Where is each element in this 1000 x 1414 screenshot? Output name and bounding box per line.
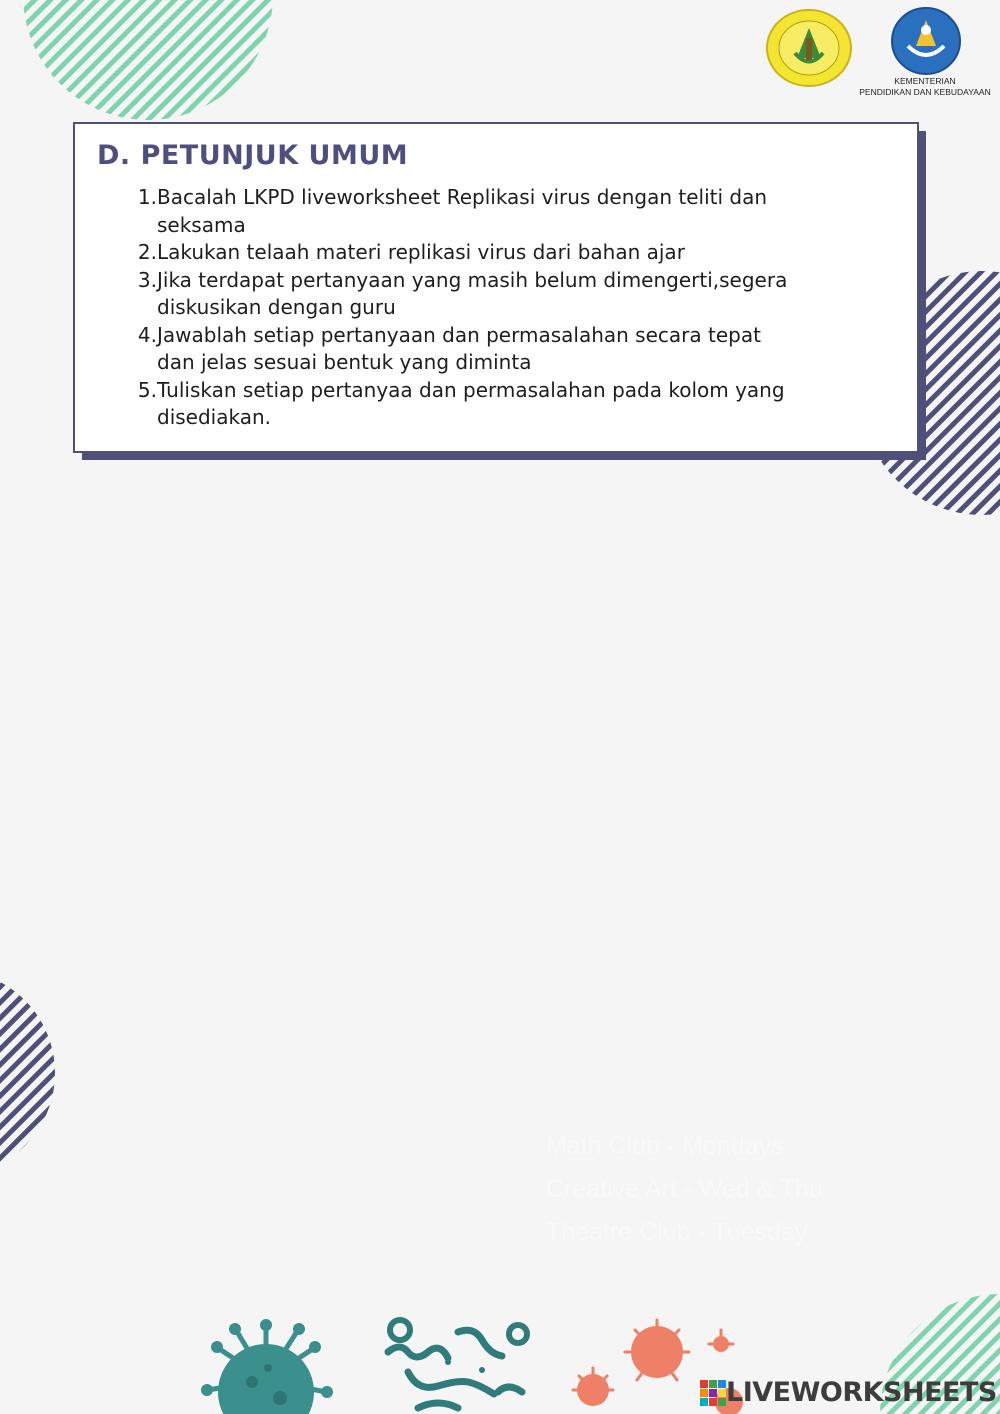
step-line: Jika terdapat pertanyaan yang masih belum dimengerti,segera [157, 267, 788, 292]
instructions-list [131, 184, 871, 432]
step-number: 4. [137, 322, 157, 347]
step-number: 1. [137, 185, 157, 209]
green-striped-circle-top-left [0, 0, 300, 130]
ghost-line: Theatre Club - Tuesday [546, 1218, 808, 1246]
step-text [157, 239, 871, 267]
tut-wuri-handayani-emblem-icon [890, 6, 962, 76]
step-line: Lakukan telaah materi replikasi virus dari bahan ajar [157, 240, 685, 264]
step-number: 5. [137, 377, 157, 402]
step-text [157, 184, 871, 239]
step-line: dan jelas sesuai bentuk yang diminta [157, 350, 532, 374]
step-line: disediakan. [157, 405, 272, 429]
faint-club-schedule [546, 1125, 823, 1254]
step-line: Tuliskan setiap pertanyaa dan permasalahan pada kolom yang [157, 377, 785, 402]
liveworksheets-logo-icon [700, 1380, 726, 1406]
navy-striped-circle-left [0, 968, 60, 1183]
step-line: Bacalah LKPD liveworksheet Replikasi virus dengan teliti dan [157, 185, 768, 209]
step-line: diskusikan dengan guru [157, 295, 396, 319]
ghost-line: Creative Art - Wed & Thu [546, 1175, 823, 1203]
ghost-line: Math Club - Mondays [546, 1132, 784, 1160]
instruction-step [131, 322, 871, 377]
instruction-step [131, 377, 871, 432]
step-text [157, 267, 871, 322]
step-line: seksama [157, 212, 246, 237]
instruction-step [131, 267, 871, 322]
ministry-caption-line2: PENDIDIKAN DAN KEBUDAYAAN [859, 86, 991, 97]
ministry-caption-line1: KEMENTERIAN [894, 76, 956, 86]
instructions-title: D. PETUNJUK UMUM [97, 140, 409, 171]
universitas-pakuan-seal-icon [765, 8, 853, 88]
liveworksheets-wordmark: LIVEWORKSHEETS [726, 1377, 997, 1408]
ministry-caption [852, 76, 998, 97]
instruction-step [131, 184, 871, 239]
teal-squiggle-bacteria-icon [378, 1312, 538, 1414]
liveworksheets-brand [700, 1378, 997, 1408]
step-line: Jawablah setiap pertanyaan dan permasalahan secara tepat [157, 322, 761, 347]
instruction-step [131, 239, 871, 267]
teal-virus-icon [200, 1318, 350, 1414]
step-text [157, 322, 871, 377]
step-number: 3. [137, 267, 157, 292]
step-number: 2. [137, 240, 157, 264]
instructions-card [73, 122, 919, 453]
step-text [157, 377, 871, 432]
